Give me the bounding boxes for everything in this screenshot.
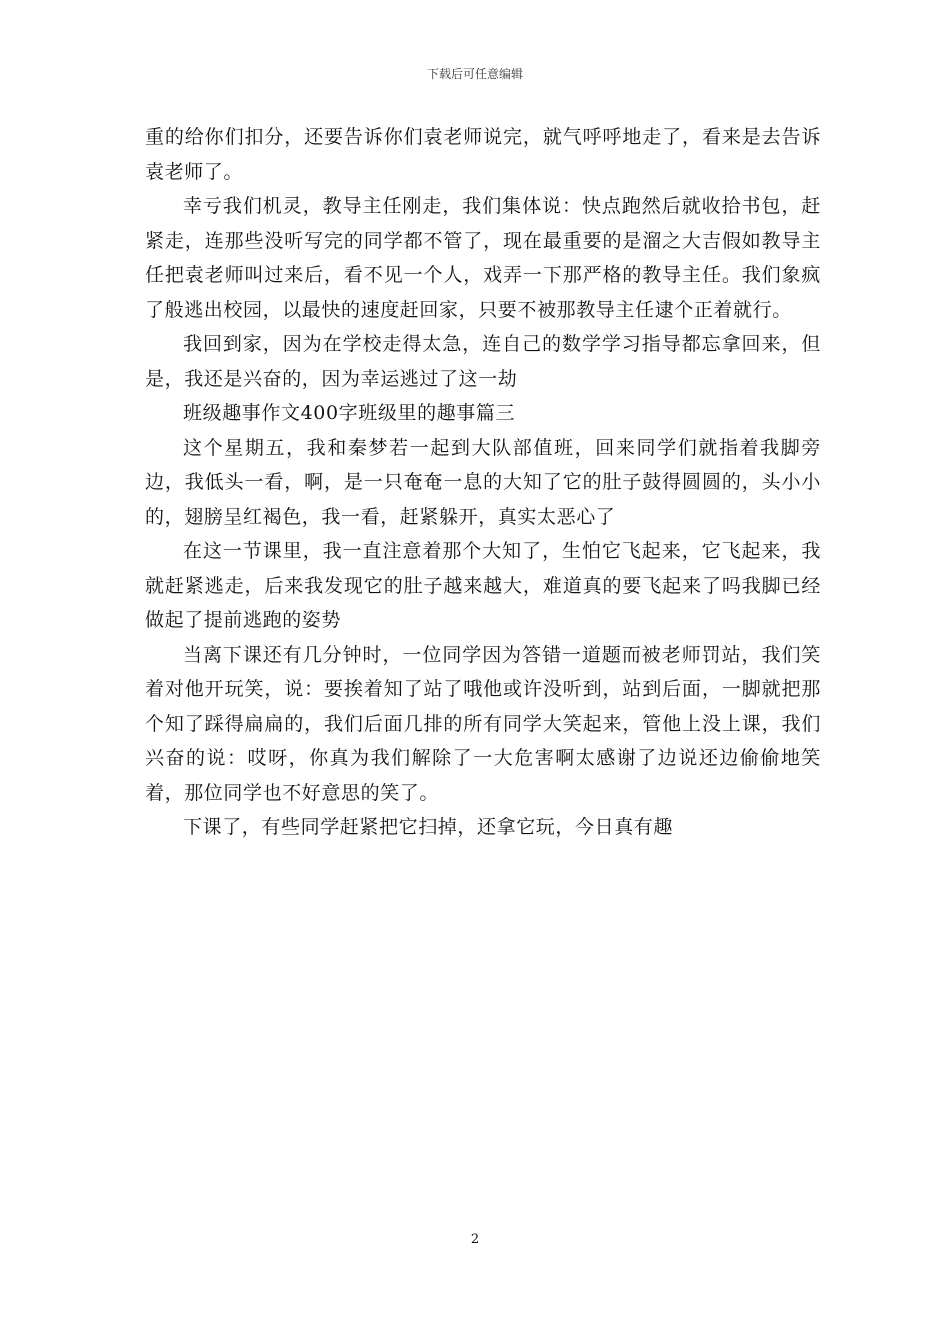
section-heading: 班级趣事作文400字班级里的趣事篇三 [183,402,516,424]
document-body [145,120,821,845]
paragraph: 下课了，有些同学赶紧把它扫掉，还拿它玩，今日真有趣 [183,816,674,838]
paragraph-continuation: 重的给你们扣分，还要告诉你们袁老师说完，就气呼呼地走了，看来是去告诉袁老师了。 [145,126,821,183]
paragraph: 幸亏我们机灵，教导主任刚走，我们集体说：快点跑然后就收拾书包，赶紧走，连那些没听写完的同学都不管了，现在最重要的是溜之大吉假如教导主任把袁老师叫过来后，看不见一个人，戏弄一下那严格的教导主任。我们象疯了般逃出校园，以最快的速度赶回家，只要不被那教导主任逮个正着就行。 [145,195,821,321]
page-number: 2 [470,1232,480,1247]
paragraph: 我回到家，因为在学校走得太急，连自己的数学学习指导都忘拿回来，但是，我还是兴奋的，因为幸运逃过了这一劫 [145,333,821,390]
paragraph: 当离下课还有几分钟时，一位同学因为答错一道题而被老师罚站，我们笑着对他开玩笑，说：要挨着知了站了哦他或许没听到，站到后面，一脚就把那个知了踩得扁扁的，我们后面几排的所有同学大笑起来，管他上没上课，我们兴奋的说：哎呀，你真为我们解除了一大危害啊太感谢了边说还边偷偷地笑着，那位同学也不好意思的笑了。 [145,643,821,804]
paragraph: 在这一节课里，我一直注意着那个大知了，生怕它飞起来，它飞起来，我就赶紧逃走，后来我发现它的肚子越来越大，难道真的要飞起来了吗我脚已经做起了提前逃跑的姿势 [145,540,821,631]
paragraph: 这个星期五，我和秦梦若一起到大队部值班，回来同学们就指着我脚旁边，我低头一看，啊，是一只奄奄一息的大知了它的肚子鼓得圆圆的，头小小的，翅膀呈红褐色，我一看，赶紧躲开，真实太恶心了 [145,436,821,528]
page-header: 下载后可任意编辑 [426,67,523,81]
